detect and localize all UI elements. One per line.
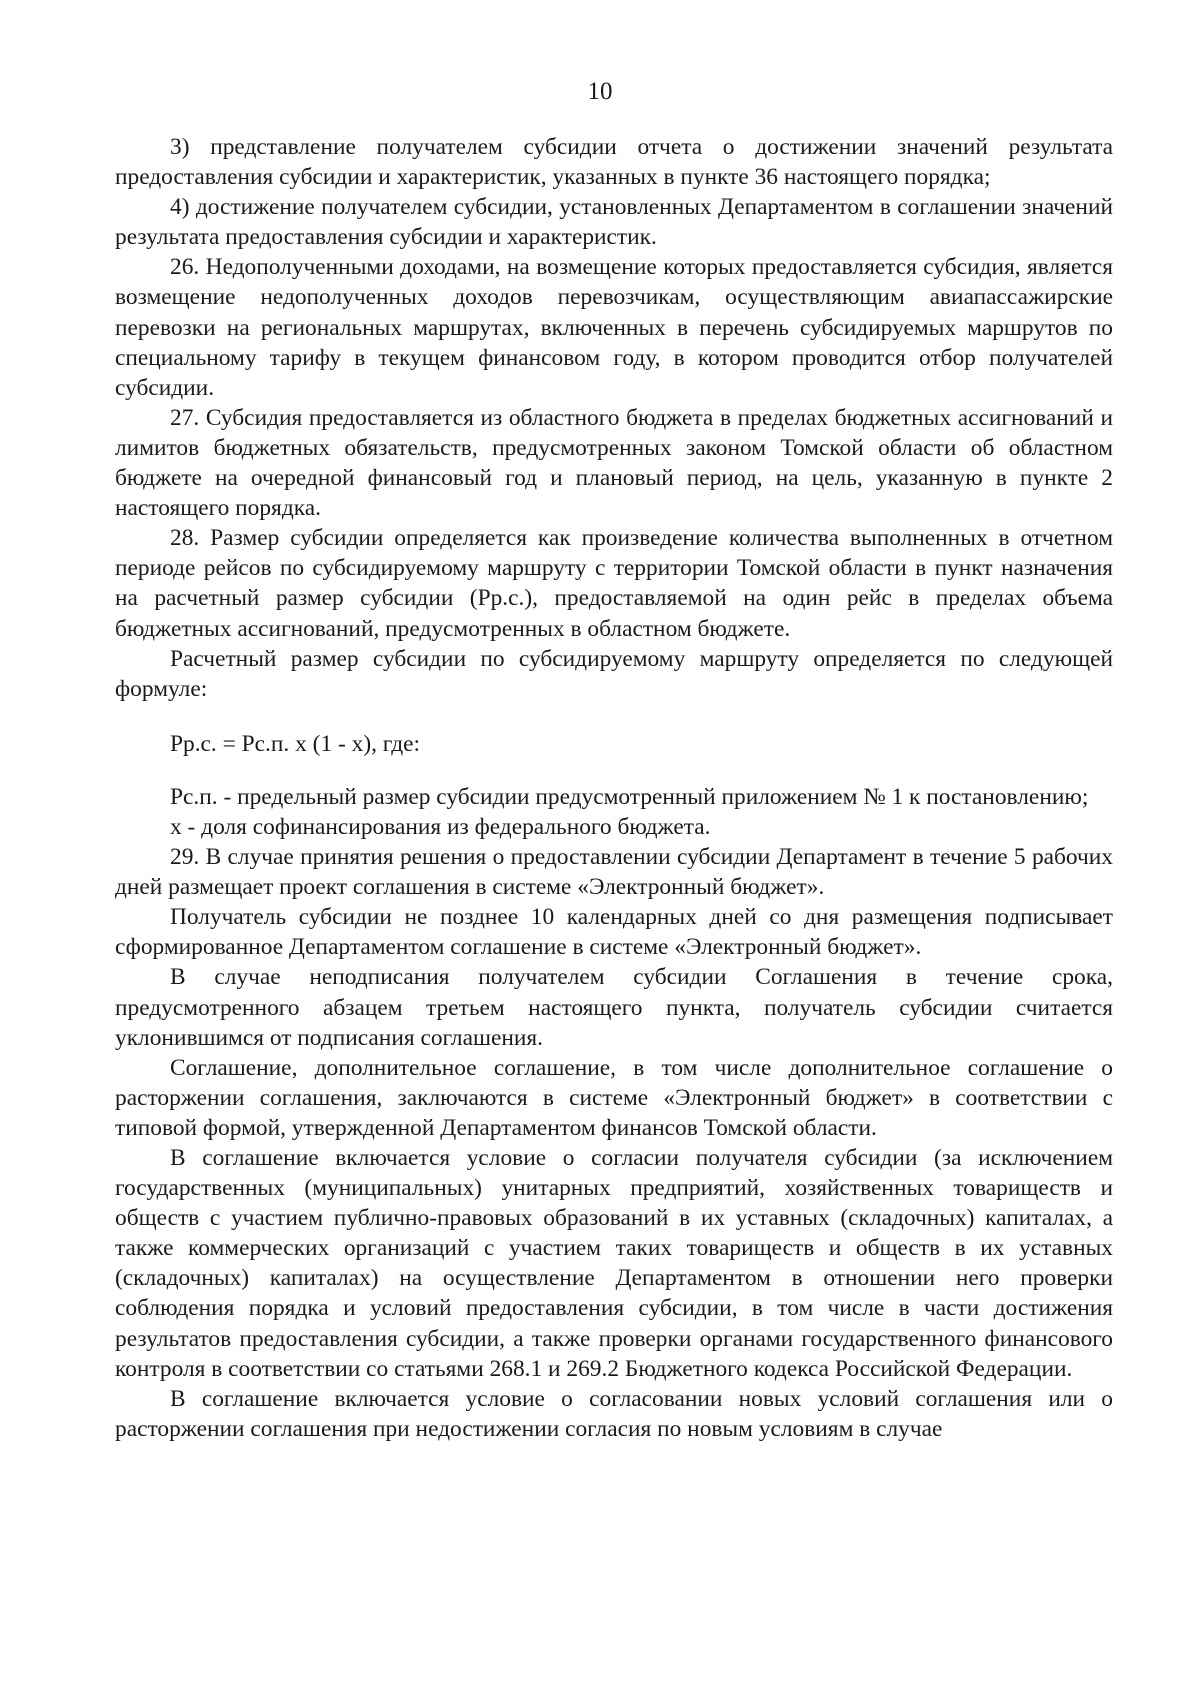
- formula: Рр.с. = Рс.п. х (1 - х), где:: [170, 730, 421, 757]
- paragraph-definition-rsp: Рс.п. - предельный размер субсидии предусмотренный приложением № 1 к постановлению;: [170, 783, 1089, 810]
- paragraph-formula-intro: Расчетный размер субсидии по субсидируемому маршруту определяется по следующей формуле:: [115, 645, 1113, 702]
- paragraph-29: 29. В случае принятия решения о предоставлении субсидии Департамент в течение 5 рабочих дней размещает проект соглашения в системе «Электронный бюджет».: [115, 844, 1113, 901]
- paragraph-new-conditions: В соглашение включается условие о согласовании новых условий соглашения или о расторжении соглашения при недостижении согласия по новым условиям в случае: [115, 1385, 1113, 1442]
- paragraph-consent-condition: В соглашение включается условие о согласии получателя субсидии (за исключением государственных (муниципальных) унитарных предприятий, хозяйственных товариществ и обществ с участием публично-правовых образований в их уставных (складочных) капиталах, а также коммерческих организаций с участием таких товариществ и обществ в их уставных (складочных) капиталах) на осуществление Департаментом в отношении него проверки соблюдения порядка и условий предоставления субсидии, в том числе в части достижения результатов предоставления субсидии, а также проверки органами государственного финансового контроля в соответствии со статьями 268.1 и 269.2 Бюджетного кодекса Российской Федерации.: [115, 1145, 1113, 1382]
- paragraph-non-signing: В случае неподписания получателем субсидии Соглашения в течение срока, предусмотренного абзацем третьем настоящего пункта, получатель субсидии считается уклонившимся от подписания соглашения.: [115, 964, 1113, 1051]
- paragraph-28: 28. Размер субсидии определяется как произведение количества выполненных в отчетном периоде рейсов по субсидируемому маршруту с территории Томской области в пункт назначения на расчетный размер субсидии (Рр.с.), предоставляемой на один рейс в пределах объема бюджетных ассигнований, предусмотренных в областном бюджете.: [115, 525, 1113, 642]
- paragraph-item-3: 3) представление получателем субсидии отчета о достижении значений результата предоставления субсидии и характеристик, указанных в пункте 36 настоящего порядка;: [115, 134, 1113, 191]
- page-number: 10: [587, 78, 613, 105]
- paragraph-signing-deadline: Получатель субсидии не позднее 10 календарных дней со дня размещения подписывает сформированное Департаментом соглашение в системе «Электронный бюджет».: [115, 904, 1113, 961]
- paragraph-definition-x: х - доля софинансирования из федерального бюджета.: [170, 813, 711, 840]
- document-body: [115, 132, 1113, 1444]
- paragraph-26: 26. Недополученными доходами, на возмещение которых предоставляется субсидия, является возмещение недополученных доходов перевозчикам, осуществляющим авиапассажирские перевозки на региональных маршрутах, включенных в перечень субсидируемых маршрутов по специальному тарифу в текущем финансовом году, в котором проводится отбор получателей субсидии.: [115, 254, 1113, 401]
- paragraph-27: 27. Субсидия предоставляется из областного бюджета в пределах бюджетных ассигнований и лимитов бюджетных обязательств, предусмотренных законом Томской области об областном бюджете на очередной финансовый год и плановый период, на цель, указанную в пункте 2 настоящего порядка.: [115, 404, 1113, 522]
- paragraph-item-4: 4) достижение получателем субсидии, установленных Департаментом в соглашении значений результата предоставления субсидии и характеристик.: [115, 194, 1113, 251]
- paragraph-agreement-form: Соглашение, дополнительное соглашение, в том числе дополнительное соглашение о расторжении соглашения, заключаются в системе «Электронный бюджет» в соответствии с типовой формой, утвержденной Департаментом финансов Томской области.: [115, 1054, 1113, 1141]
